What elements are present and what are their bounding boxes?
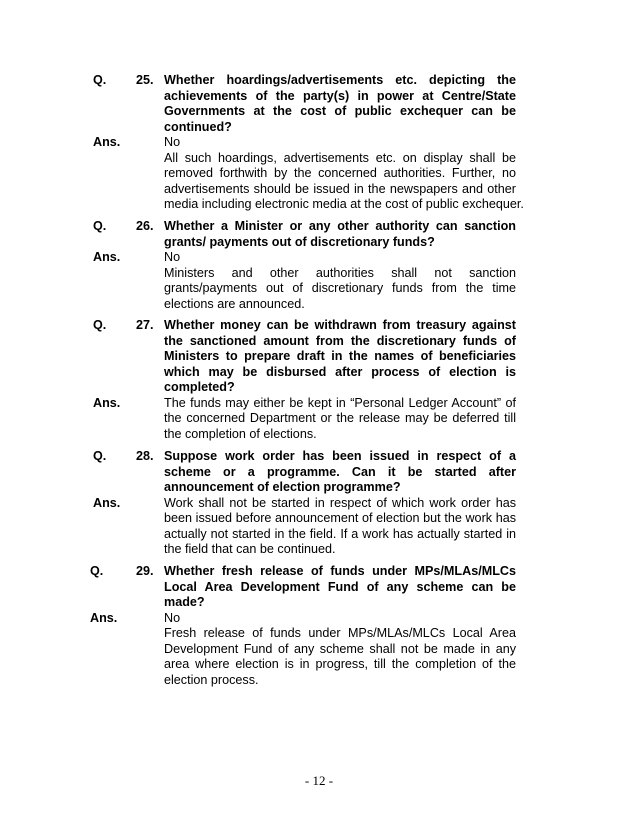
- question-text: which may be disbursed after process of election is: [164, 364, 516, 379]
- answer-line: [0, 411, 638, 427]
- answer-line: [0, 542, 638, 558]
- question-line: [0, 580, 638, 596]
- question-text: Whether fresh release of funds under MPs/MLAs/MLCs: [164, 564, 516, 578]
- question-line: [0, 380, 638, 396]
- question-number: 29.: [136, 564, 154, 578]
- answer-line: [0, 642, 638, 658]
- question-text: grants/ payments out of discretionary funds?: [164, 234, 435, 249]
- question-text: Suppose work order has been issued in respect of a: [164, 449, 516, 463]
- question-line: [0, 104, 638, 120]
- answer-line: [0, 182, 638, 198]
- question-text: completed?: [164, 380, 235, 394]
- question-line: [0, 465, 638, 481]
- answer-text: the concerned Department or the release may be deferred till: [164, 411, 516, 425]
- question-text: announcement of election programme?: [164, 480, 401, 494]
- answer-text: election process.: [164, 672, 259, 687]
- question-label: Q.: [93, 219, 107, 233]
- question-text: scheme or a programme. Can it be started after: [164, 464, 516, 479]
- answer-line: [0, 611, 638, 627]
- qa-item-29: [0, 564, 638, 688]
- answer-text: No: [164, 250, 181, 264]
- question-text: Governments at the cost of public exchequer can be: [164, 104, 516, 118]
- question-label: Q.: [93, 449, 107, 463]
- question-label: Q.: [93, 318, 107, 332]
- answer-text: Fresh release of funds under MPs/MLAs/MLCs Local Area: [164, 626, 516, 640]
- answer-text: the completion of elections.: [164, 426, 317, 441]
- answer-line: [0, 250, 638, 266]
- question-line: [0, 595, 638, 611]
- answer-label: Ans.: [90, 610, 118, 625]
- answer-text: the field that can be continued.: [164, 542, 336, 556]
- answer-line: [0, 166, 638, 182]
- question-line: [0, 235, 638, 251]
- answer-line: [0, 135, 638, 151]
- answer-label: Ans.: [93, 395, 121, 410]
- answer-line: [0, 197, 638, 213]
- answer-line: [0, 427, 638, 443]
- answer-text: area where election is in progress, till the completion of the: [164, 657, 516, 671]
- question-label: Q.: [93, 73, 107, 87]
- answer-text: elections are announced.: [164, 296, 305, 311]
- answer-line: [0, 281, 638, 297]
- answer-line: [0, 626, 638, 642]
- question-number: 27.: [136, 318, 154, 332]
- answer-label: Ans.: [93, 135, 121, 149]
- question-number: 26.: [136, 219, 154, 233]
- question-text: Local Area Development Fund of any scheme can be: [164, 579, 516, 594]
- answer-text: Development Fund of any scheme shall not be made in any: [164, 641, 516, 656]
- question-text: continued?: [164, 119, 232, 134]
- answer-line: [0, 527, 638, 543]
- question-line: [0, 564, 638, 580]
- answer-text: advertisements should be issued in the newspapers and other: [164, 181, 516, 196]
- question-line: [0, 365, 638, 381]
- answer-text: Work shall not be started in respect of which work order has: [164, 495, 516, 510]
- question-line: [0, 219, 638, 235]
- question-text: achievements of the party(s) in power at Centre/State: [164, 88, 516, 103]
- question-line: [0, 334, 638, 350]
- answer-label: Ans.: [93, 250, 121, 264]
- question-text: Whether a Minister or any other authority can sanction: [164, 219, 516, 233]
- question-number: 25.: [136, 73, 154, 87]
- answer-line: [0, 673, 638, 689]
- question-line: [0, 318, 638, 334]
- question-line: [0, 449, 638, 465]
- question-number: 28.: [136, 449, 154, 463]
- question-line: [0, 480, 638, 496]
- answer-text: removed forthwith by the concerned authorities. Further, no: [164, 166, 516, 180]
- answer-text: grants/payments out of discretionary funds from the time: [164, 281, 516, 295]
- qa-item-25: [0, 73, 638, 213]
- answer-line: [0, 266, 638, 282]
- question-line: [0, 73, 638, 89]
- question-text: Whether money can be withdrawn from treasury against: [164, 318, 516, 332]
- answer-line: [0, 657, 638, 673]
- answer-text: media including electronic media at the cost of public exchequer.: [164, 197, 524, 211]
- answer-text: actually not started in the field. If a work has actually started in: [164, 526, 516, 541]
- question-label: Q.: [90, 564, 104, 578]
- page-number: - 12 -: [304, 773, 334, 788]
- answer-text: The funds may either be kept in “Personal Ledger Account” of: [164, 395, 516, 410]
- answer-text: Ministers and other authorities shall not sanction: [164, 265, 516, 280]
- question-text: made?: [164, 595, 205, 609]
- answer-text: been issued before announcement of election but the work has: [164, 511, 516, 525]
- answer-line: [0, 496, 638, 512]
- question-text: the sanctioned amount from the discretionary funds of: [164, 333, 516, 348]
- question-line: [0, 349, 638, 365]
- qa-item-26: [0, 219, 638, 312]
- answer-line: [0, 151, 638, 167]
- answer-text: All such hoardings, advertisements etc. on display shall be: [164, 150, 516, 165]
- qa-item-27: [0, 318, 638, 442]
- answer-line: [0, 511, 638, 527]
- answer-line: [0, 396, 638, 412]
- answer-text: No: [164, 135, 181, 149]
- question-text: Ministers to prepare draft in the names of beneficiaries: [164, 349, 516, 363]
- qa-item-28: [0, 449, 638, 558]
- question-line: [0, 89, 638, 105]
- answer-line: [0, 297, 638, 313]
- question-text: Whether hoardings/advertisements etc. depicting the: [164, 73, 516, 87]
- question-line: [0, 120, 638, 136]
- answer-text: No: [164, 610, 181, 625]
- answer-label: Ans.: [93, 495, 121, 510]
